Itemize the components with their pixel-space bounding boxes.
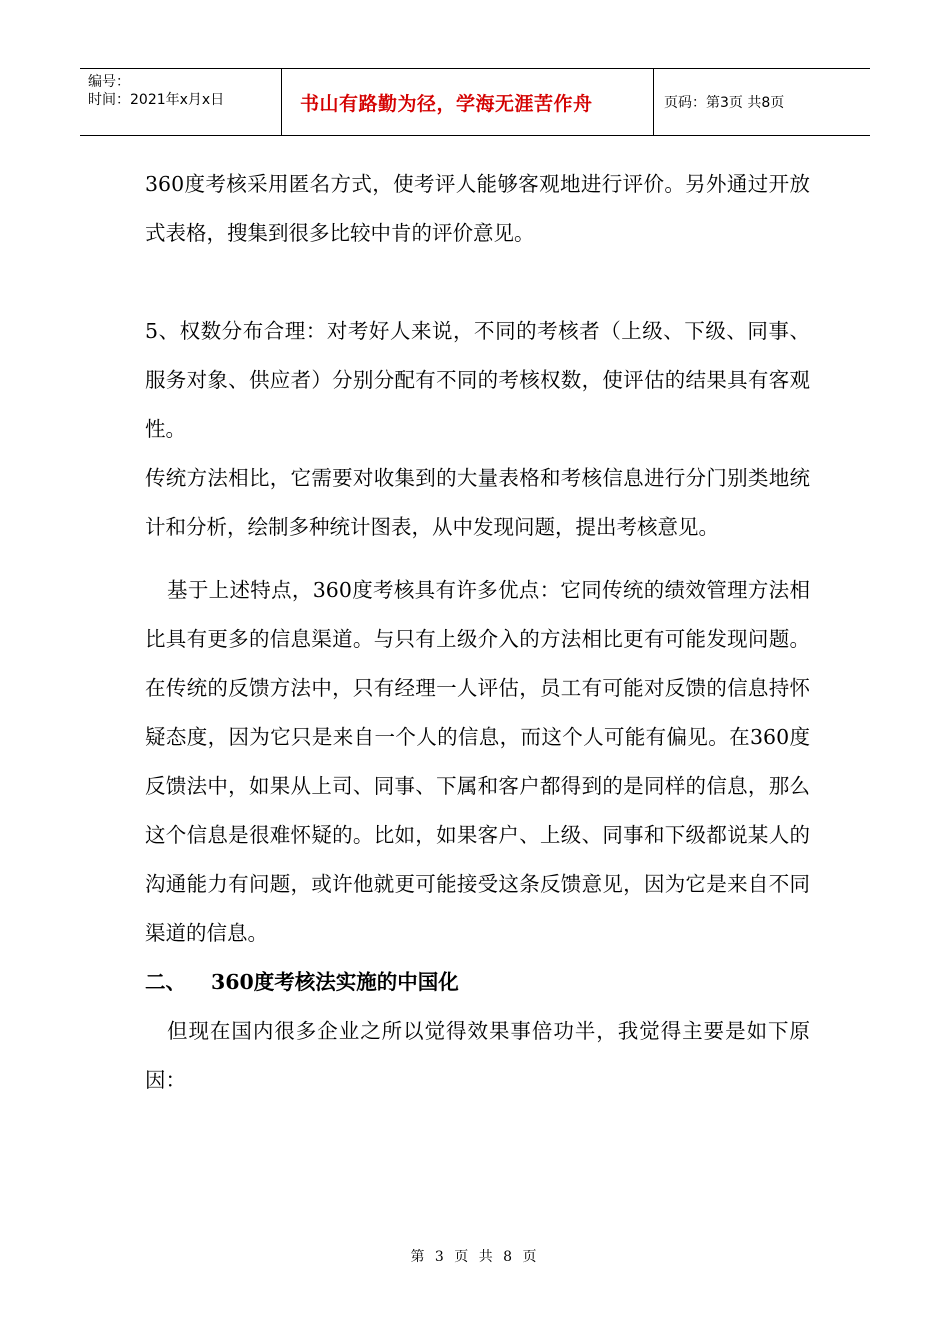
time-label: 时间：2021年x月x日	[88, 92, 225, 108]
header-meta	[80, 69, 282, 135]
section-heading	[145, 958, 810, 1007]
page-header	[80, 68, 870, 136]
page-footer: 第 3 页 共 8 页	[410, 1249, 540, 1265]
section-number: 二、	[145, 970, 186, 994]
document-body	[145, 160, 810, 1105]
paragraph-traditional: 传统方法相比，它需要对收集到的大量表格和考核信息进行分门别类地统计和分析，绘制多种统计图表，从中发现问题，提出考核意见。	[145, 466, 810, 539]
paragraph-anonymous: 360度考核采用匿名方式，使考评人能够客观地进行评价。另外通过开放式表格，搜集到很多比较中肯的评价意见。	[145, 172, 810, 245]
header-page-label: 页码：第3页 共8页	[664, 95, 785, 111]
paragraph-advantages: 基于上述特点，360度考核具有许多优点：它同传统的绩效管理方法相比具有更多的信息渠道。与只有上级介入的方法相比更有可能发现问题。在传统的反馈方法中，只有经理一人评估，员工有可能对反馈的信息持怀疑态度，因为它只是来自一个人的信息，而这个人可能有偏见。在360度反馈法中，如果从上司、同事、下属和客户都得到的是同样的信息，那么这个信息是很难怀疑的。比如，如果客户、上级、同事和下级都说某人的沟通能力有问题，或许他就更可能接受这条反馈意见，因为它是来自不同渠道的信息。	[145, 578, 810, 945]
paragraph-weights: 5、权数分布合理：对考好人来说，不同的考核者（上级、下级、同事、服务对象、供应者）分别分配有不同的考核权数，使评估的结果具有客观性。	[145, 319, 810, 441]
header-motto: 书山有路勤为径，学海无涯苦作舟	[282, 69, 654, 135]
section-title: 360度考核法实施的中国化	[211, 970, 459, 994]
paragraph-reasons: 但现在国内很多企业之所以觉得效果事倍功半，我觉得主要是如下原因：	[145, 1019, 810, 1092]
number-label: 编号：	[88, 74, 130, 90]
